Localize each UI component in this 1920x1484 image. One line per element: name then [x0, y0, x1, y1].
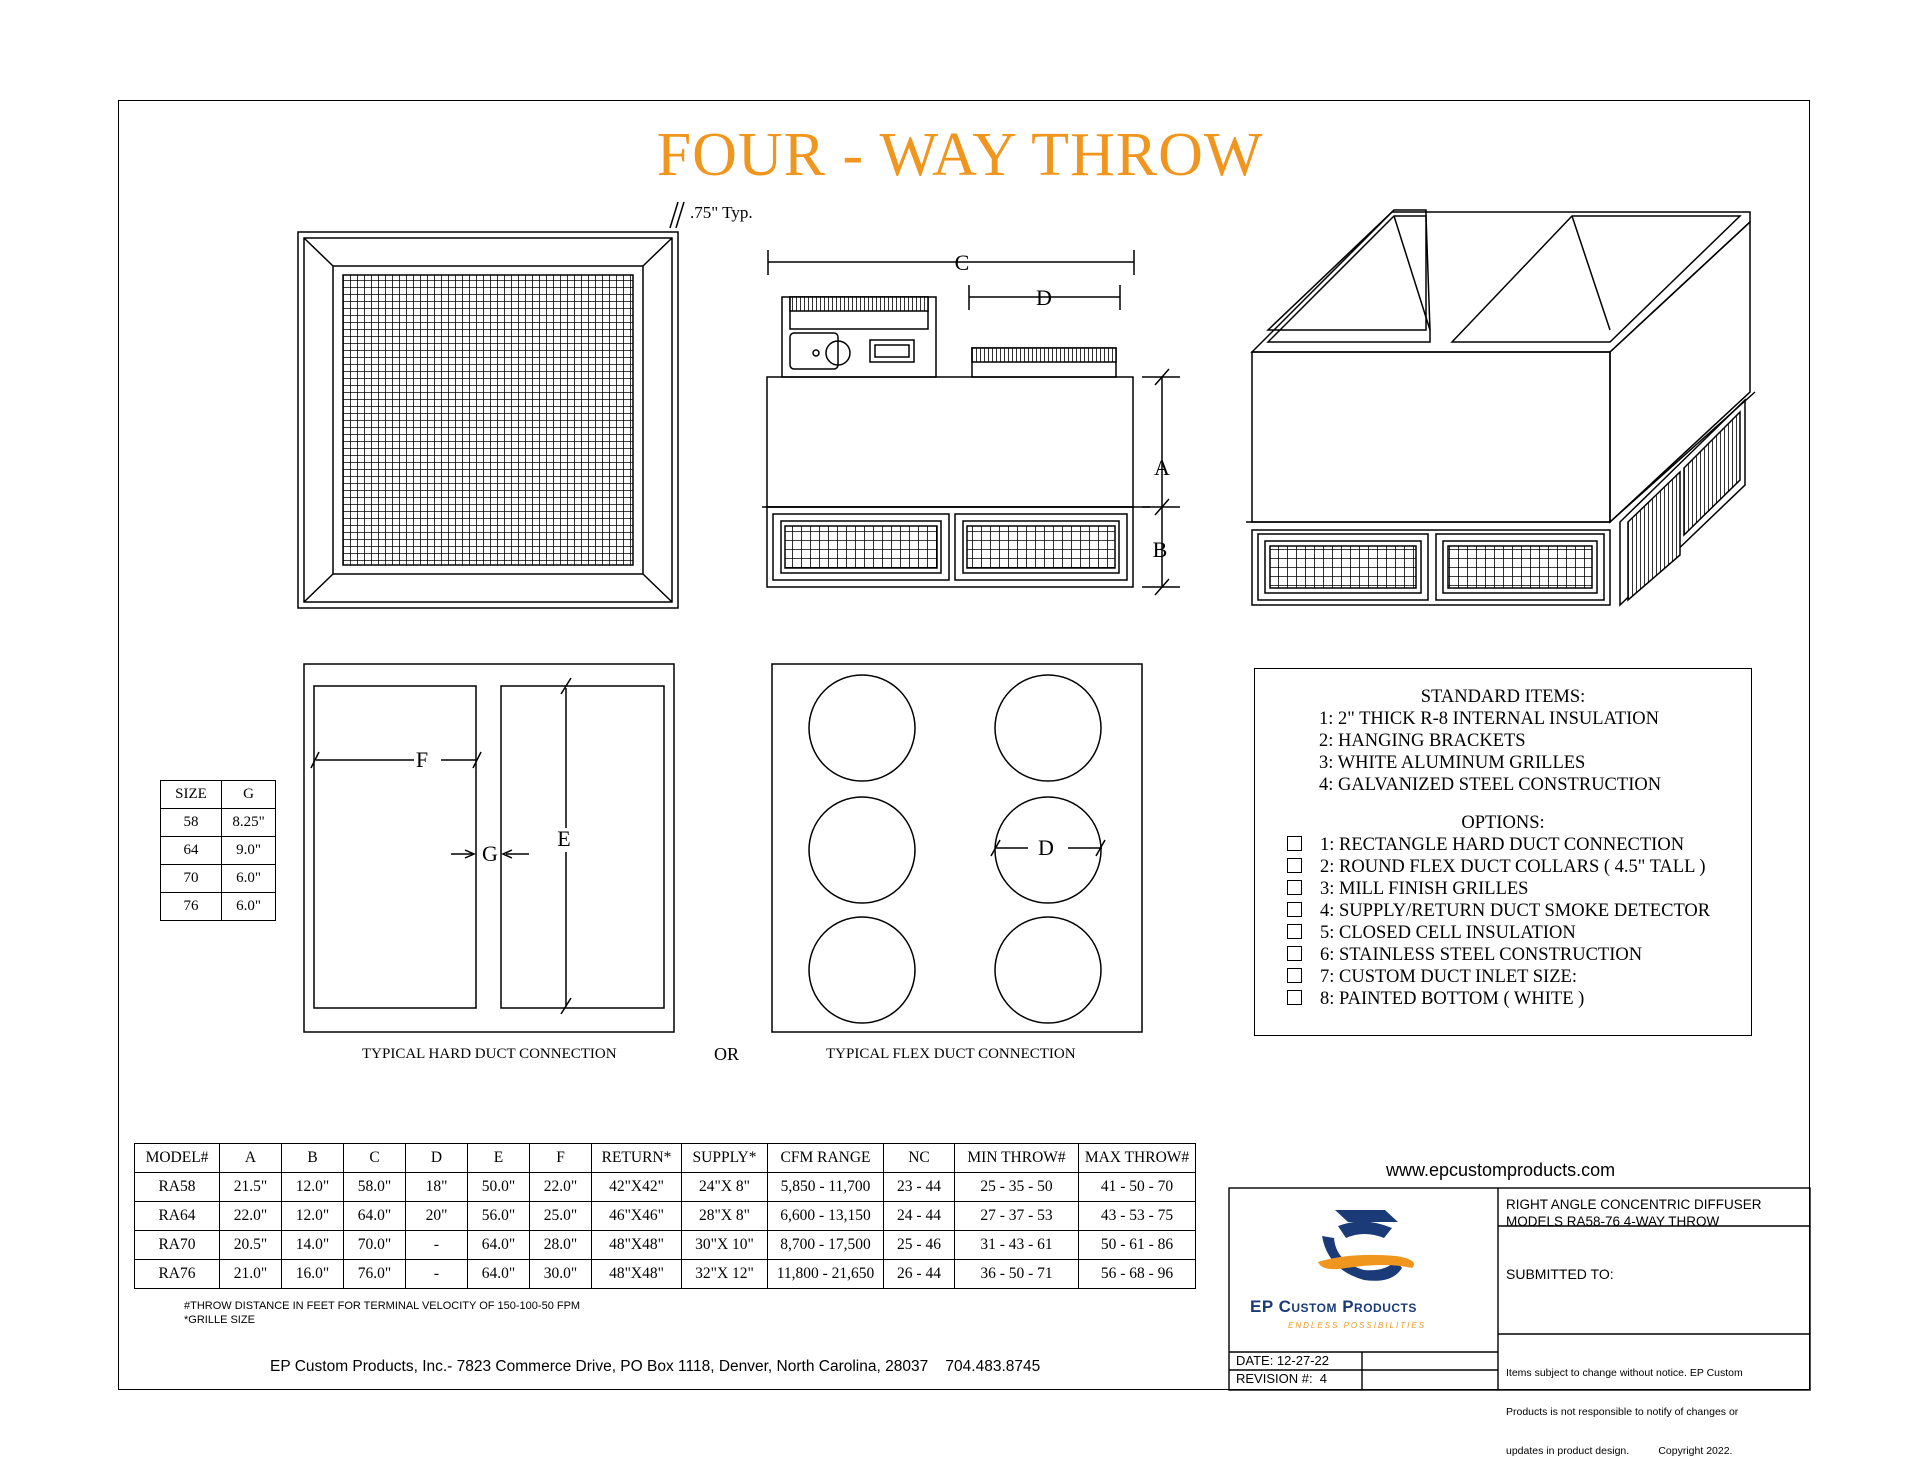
- disclaimer-line: updates in product design. Copyright 2022.: [1506, 1445, 1733, 1457]
- table-cell: 56 - 68 - 96: [1079, 1260, 1196, 1289]
- table-cell: 20": [406, 1202, 468, 1231]
- size-g-table: [160, 780, 276, 921]
- option-checkbox[interactable]: [1287, 924, 1302, 939]
- disclaimer-line: Products is not responsible to notify of changes or: [1506, 1406, 1739, 1418]
- g-cell: 6.0": [222, 893, 276, 921]
- table-cell: 24 - 44: [884, 1202, 955, 1231]
- option-item: [1287, 922, 1751, 944]
- column-header: MODEL#: [135, 1144, 220, 1173]
- table-cell: RA70: [135, 1231, 220, 1260]
- table-cell: 25 - 46: [884, 1231, 955, 1260]
- table-row: [161, 809, 276, 837]
- dim-b-label: B: [1152, 537, 1168, 562]
- g-cell: 8.25": [222, 809, 276, 837]
- table-cell: RA76: [135, 1260, 220, 1289]
- table-cell: 18": [406, 1173, 468, 1202]
- g-cell: 9.0": [222, 837, 276, 865]
- throw-note: #THROW DISTANCE IN FEET FOR TERMINAL VELOCITY OF 150-100-50 FPM: [184, 1300, 581, 1312]
- revision-label: REVISION #: 4: [1236, 1371, 1328, 1386]
- flex-duct-caption: TYPICAL FLEX DUCT CONNECTION: [826, 1046, 1076, 1062]
- product-description: [1506, 1196, 1762, 1230]
- table-cell: 42"X42": [592, 1173, 682, 1202]
- option-checkbox[interactable]: [1287, 946, 1302, 961]
- table-cell: 20.5": [220, 1231, 282, 1260]
- table-cell: 50.0": [468, 1173, 530, 1202]
- column-header: C: [344, 1144, 406, 1173]
- table-cell: 41 - 50 - 70: [1079, 1173, 1196, 1202]
- table-cell: 48"X48": [592, 1260, 682, 1289]
- option-label: 8: PAINTED BOTTOM ( WHITE ): [1320, 989, 1585, 1009]
- g-cell: 6.0": [222, 865, 276, 893]
- date-label: DATE: 12-27-22: [1236, 1353, 1329, 1368]
- column-header: A: [220, 1144, 282, 1173]
- table-cell: 11,800 - 21,650: [768, 1260, 884, 1289]
- typ-dimension-label: .75" Typ.: [690, 203, 753, 222]
- g-header: G: [222, 781, 276, 809]
- description-line: MODELS RA58-76 4-WAY THROW: [1506, 1214, 1720, 1229]
- column-header: NC: [884, 1144, 955, 1173]
- grille-note: *GRILLE SIZE: [184, 1314, 255, 1326]
- table-cell: 21.5": [220, 1173, 282, 1202]
- isometric-view: [1246, 210, 1755, 605]
- page-title: FOUR - WAY THROW: [656, 121, 1264, 189]
- column-header: E: [468, 1144, 530, 1173]
- size-cell: 70: [161, 865, 222, 893]
- option-checkbox[interactable]: [1287, 902, 1302, 917]
- company-tagline: ENDLESS POSSIBILITIES: [1288, 1321, 1427, 1330]
- column-header: CFM RANGE: [768, 1144, 884, 1173]
- table-row: [135, 1202, 1196, 1231]
- options-heading: OPTIONS:: [1461, 813, 1545, 833]
- table-cell: 32"X 12": [682, 1260, 768, 1289]
- ep-logo: [1318, 1210, 1414, 1281]
- option-item: [1287, 900, 1751, 922]
- option-label: 4: SUPPLY/RETURN DUCT SMOKE DETECTOR: [1320, 901, 1711, 921]
- models-table: [134, 1143, 1196, 1289]
- table-cell: 8,700 - 17,500: [768, 1231, 884, 1260]
- column-header: B: [282, 1144, 344, 1173]
- table-cell: 25.0": [530, 1202, 592, 1231]
- option-checkbox[interactable]: [1287, 836, 1302, 851]
- option-item: [1287, 878, 1751, 900]
- table-cell: 58.0": [344, 1173, 406, 1202]
- size-header: SIZE: [161, 781, 222, 809]
- table-cell: 43 - 53 - 75: [1079, 1202, 1196, 1231]
- table-cell: 64.0": [344, 1202, 406, 1231]
- table-cell: RA58: [135, 1173, 220, 1202]
- description-line: RIGHT ANGLE CONCENTRIC DIFFUSER: [1506, 1197, 1762, 1212]
- table-cell: 22.0": [530, 1173, 592, 1202]
- table-row: [135, 1260, 1196, 1289]
- table-cell: 22.0": [220, 1202, 282, 1231]
- table-cell: 28.0": [530, 1231, 592, 1260]
- table-cell: -: [406, 1231, 468, 1260]
- table-cell: 30"X 10": [682, 1231, 768, 1260]
- option-item: [1287, 856, 1751, 878]
- table-cell: 30.0": [530, 1260, 592, 1289]
- table-cell: 12.0": [282, 1202, 344, 1231]
- table-cell: 31 - 43 - 61: [955, 1231, 1079, 1260]
- submitted-to-label: SUBMITTED TO:: [1506, 1266, 1614, 1282]
- dim-e-label: E: [557, 826, 571, 851]
- standard-item: 1: 2" THICK R-8 INTERNAL INSULATION: [1319, 709, 1660, 729]
- table-cell: 25 - 35 - 50: [955, 1173, 1079, 1202]
- table-row: [135, 1173, 1196, 1202]
- option-item: [1287, 988, 1751, 1010]
- table-cell: 27 - 37 - 53: [955, 1202, 1079, 1231]
- table-cell: 64.0": [468, 1260, 530, 1289]
- option-checkbox[interactable]: [1287, 990, 1302, 1005]
- option-label: 6: STAINLESS STEEL CONSTRUCTION: [1320, 945, 1643, 965]
- option-label: 1: RECTANGLE HARD DUCT CONNECTION: [1320, 835, 1685, 855]
- option-item: [1287, 944, 1751, 966]
- table-cell: 21.0": [220, 1260, 282, 1289]
- option-checkbox[interactable]: [1287, 880, 1302, 895]
- table-cell: 76.0": [344, 1260, 406, 1289]
- standard-item: 3: WHITE ALUMINUM GRILLES: [1319, 753, 1586, 773]
- standard-item: 2: HANGING BRACKETS: [1319, 731, 1526, 751]
- table-cell: 50 - 61 - 86: [1079, 1231, 1196, 1260]
- size-cell: 64: [161, 837, 222, 865]
- table-row: [161, 893, 276, 921]
- table-cell: 23 - 44: [884, 1173, 955, 1202]
- website-link[interactable]: www.epcustomproducts.com: [1386, 1160, 1616, 1180]
- table-header-row: [135, 1144, 1196, 1173]
- table-row: [161, 865, 276, 893]
- option-label: 3: MILL FINISH GRILLES: [1320, 879, 1529, 899]
- company-address: EP Custom Products, Inc.- 7823 Commerce Drive, PO Box 1118, Denver, North Carolina, 28037 704.483.8745: [270, 1358, 1041, 1375]
- option-label: 5: CLOSED CELL INSULATION: [1320, 923, 1576, 943]
- table-row: [161, 781, 276, 809]
- disclaimer: [1506, 1341, 1743, 1471]
- table-cell: 6,600 - 13,150: [768, 1202, 884, 1231]
- table-cell: 64.0": [468, 1231, 530, 1260]
- top-view: [298, 202, 684, 608]
- size-cell: 58: [161, 809, 222, 837]
- size-cell: 76: [161, 893, 222, 921]
- dim-a-label: A: [1154, 455, 1170, 480]
- option-item: [1287, 834, 1751, 856]
- standard-items-box: [1254, 668, 1752, 1036]
- table-row: [161, 837, 276, 865]
- table-cell: 16.0": [282, 1260, 344, 1289]
- table-cell: 56.0": [468, 1202, 530, 1231]
- standard-item: 4: GALVANIZED STEEL CONSTRUCTION: [1319, 775, 1662, 795]
- column-header: F: [530, 1144, 592, 1173]
- table-cell: 24"X 8": [682, 1173, 768, 1202]
- column-header: SUPPLY*: [682, 1144, 768, 1173]
- dim-c-label: C: [954, 250, 970, 275]
- option-item: [1287, 966, 1751, 988]
- option-checkbox[interactable]: [1287, 858, 1302, 873]
- column-header: MAX THROW#: [1079, 1144, 1196, 1173]
- dim-d-flex-label: D: [1038, 835, 1054, 860]
- table-cell: 36 - 50 - 71: [955, 1260, 1079, 1289]
- table-cell: 12.0": [282, 1173, 344, 1202]
- table-cell: 28"X 8": [682, 1202, 768, 1231]
- flex-duct-connection: [772, 664, 1142, 1032]
- table-cell: 26 - 44: [884, 1260, 955, 1289]
- company-name: EP Custom Products: [1250, 1297, 1417, 1316]
- table-cell: 14.0": [282, 1231, 344, 1260]
- disclaimer-line: Items subject to change without notice. EP Custom: [1506, 1367, 1743, 1379]
- table-cell: 48"X48": [592, 1231, 682, 1260]
- option-checkbox[interactable]: [1287, 968, 1302, 983]
- side-view: [762, 250, 1180, 595]
- table-cell: -: [406, 1260, 468, 1289]
- standard-heading: STANDARD ITEMS:: [1420, 687, 1586, 707]
- column-header: MIN THROW#: [955, 1144, 1079, 1173]
- table-cell: RA64: [135, 1202, 220, 1231]
- dim-d-label: D: [1036, 285, 1052, 310]
- or-caption: OR: [714, 1044, 740, 1064]
- table-cell: 5,850 - 11,700: [768, 1173, 884, 1202]
- option-label: 2: ROUND FLEX DUCT COLLARS ( 4.5" TALL ): [1320, 857, 1706, 877]
- option-label: 7: CUSTOM DUCT INLET SIZE:: [1320, 967, 1577, 987]
- column-header: RETURN*: [592, 1144, 682, 1173]
- column-header: D: [406, 1144, 468, 1173]
- table-cell: 70.0": [344, 1231, 406, 1260]
- table-row: [135, 1231, 1196, 1260]
- hard-duct-caption: TYPICAL HARD DUCT CONNECTION: [362, 1046, 617, 1062]
- dim-g-label: G: [482, 841, 498, 866]
- table-cell: 46"X46": [592, 1202, 682, 1231]
- dim-f-label: F: [415, 747, 429, 772]
